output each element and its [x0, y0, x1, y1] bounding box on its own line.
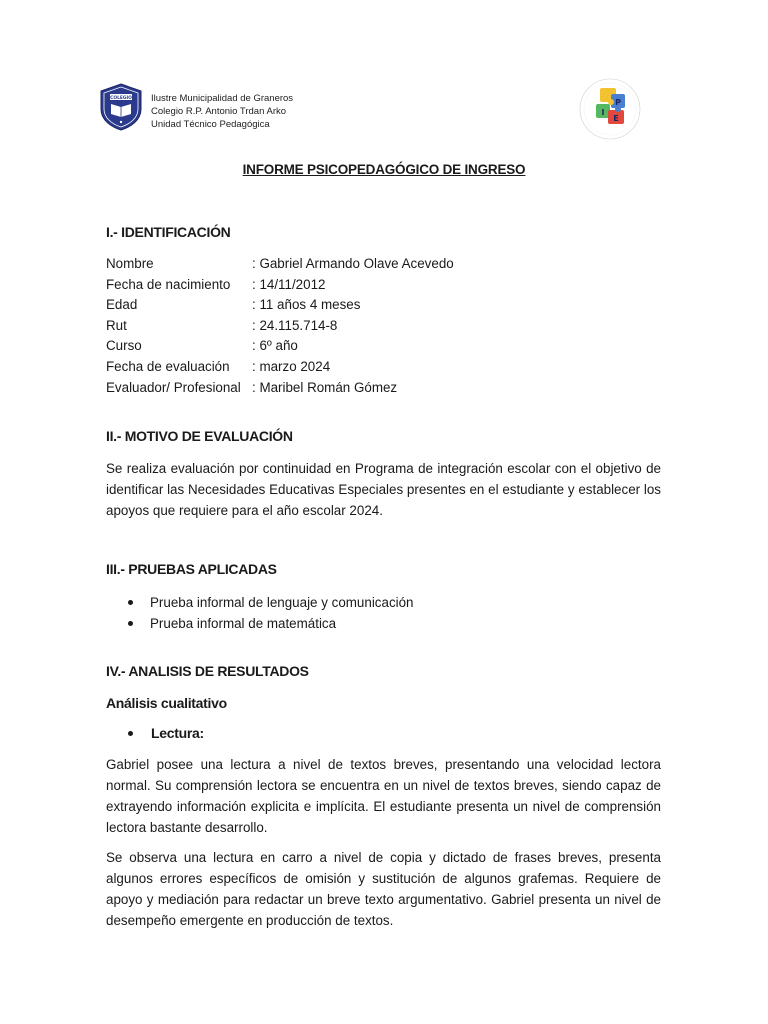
lectura-label: Lectura:: [151, 725, 204, 741]
org-line-1: Ilustre Municipalidad de Graneros: [151, 93, 294, 104]
analisis-cualitativo-subheading: Análisis cualitativo: [106, 695, 227, 711]
id-value: : marzo 2024: [252, 358, 331, 374]
identification-table: [106, 254, 454, 398]
id-value: : 11 años 4 meses: [252, 297, 361, 313]
id-row: [106, 275, 454, 296]
motivo-paragraph: Se realiza evaluación por continuidad en Programa de integración escolar con el objetivo de identificar las Necesidades Educativas Especiales presentes en el estudiante y establecer los apoyos que requiere para el año escolar 2024.: [106, 461, 661, 518]
section-analisis-heading: IV.- ANALISIS DE RESULTADOS: [106, 663, 309, 679]
id-row: [106, 295, 454, 316]
id-value: : 6º año: [252, 338, 298, 354]
section-motivo-heading: II.- MOTIVO DE EVALUACIÓN: [106, 428, 293, 444]
org-line-2: Colegio R.P. Antonio Trdan Arko: [151, 106, 287, 117]
id-label: Fecha de evaluación: [106, 358, 230, 374]
id-label: Nombre: [106, 256, 154, 271]
id-value: : 14/11/2012: [252, 276, 326, 292]
id-row: [106, 316, 454, 337]
section-pruebas-heading: III.- PRUEBAS APLICADAS: [106, 561, 277, 577]
org-line-3: Unidad Técnico Pedagógica: [151, 119, 270, 130]
lectura-paragraph-2: Se observa una lectura en carro a nivel de copia y dictado de frases breves, presenta algunos errores específicos de omisión y sustitución de algunos grafemas. Requiere de apoyo y mediación para redactar un breve texto argumentativo. Gabriel presenta un nivel de desempeño emergente en producción de textos.: [106, 850, 661, 928]
organization-lines: [151, 92, 293, 131]
school-crest-logo: [99, 83, 143, 131]
id-row: [106, 357, 454, 378]
id-label: Curso: [106, 338, 142, 354]
crest-text: COLEGIO: [110, 96, 132, 101]
list-item-text: Prueba informal de matemática: [150, 616, 337, 631]
logo-letter-i: I: [601, 108, 605, 117]
bullet-dot-icon: [128, 731, 133, 736]
id-value: : 24.115.714-8: [252, 317, 338, 333]
lectura-paragraph-1: Gabriel posee una lectura a nivel de textos breves, presentando una velocidad lectora normal. Su comprensión lectora se encuentra en un nivel de textos breves, siendo capaz de extrayendo información explicita e implícita. El estudiante presenta un nivel de comprensión lectora bastante desarrollo.: [106, 757, 661, 835]
logo-letter-p: P: [615, 98, 621, 107]
id-label: Rut: [106, 317, 127, 333]
id-label: Edad: [106, 297, 138, 313]
logo-letter-e: E: [613, 114, 619, 123]
list-item-text: Prueba informal de lenguaje y comunicación: [150, 595, 414, 610]
id-row: [106, 378, 454, 399]
document-title: INFORME PSICOPEDAGÓGICO DE INGRESO: [242, 162, 526, 177]
id-label: Fecha de nacimiento: [106, 276, 231, 292]
section-identificacion-heading: I.- IDENTIFICACIÓN: [106, 224, 231, 240]
bullet-dot-icon: [128, 621, 133, 626]
pie-program-logo: [578, 74, 642, 144]
list-item: [128, 592, 414, 613]
id-row: [106, 254, 454, 275]
id-row: [106, 336, 454, 357]
pruebas-list: [128, 592, 414, 634]
list-item: [128, 613, 414, 634]
id-label: Evaluador/ Profesional: [106, 379, 241, 395]
lectura-bullet: [128, 725, 204, 741]
id-value: : Gabriel Armando Olave Acevedo: [252, 256, 454, 271]
bullet-dot-icon: [128, 600, 133, 605]
id-value: : Maribel Román Gómez: [252, 379, 398, 395]
